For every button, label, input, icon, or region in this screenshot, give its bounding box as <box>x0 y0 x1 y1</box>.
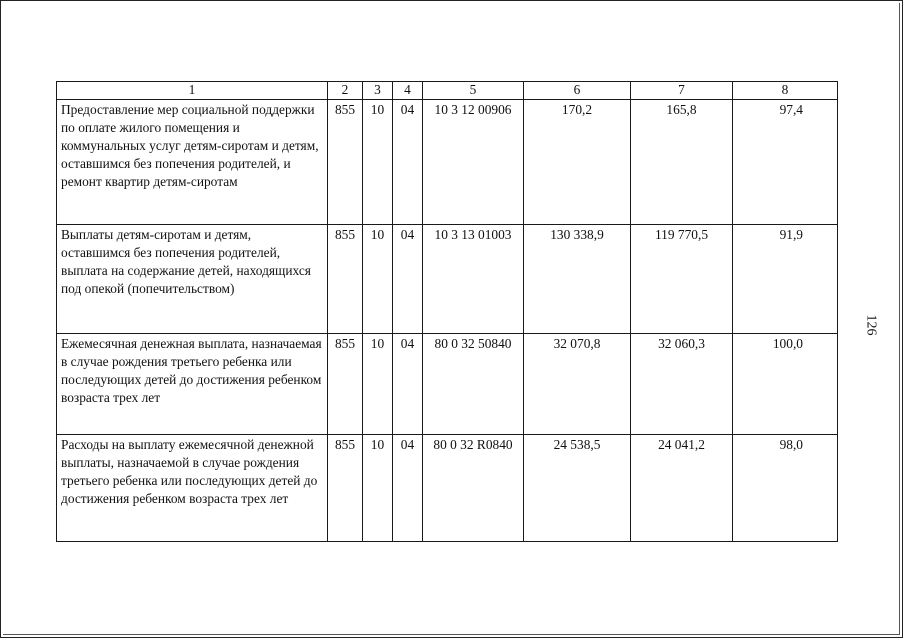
plan-amount-cell: 32 070,8 <box>524 334 631 435</box>
page-number: 126 <box>863 314 879 336</box>
department-code-cell: 855 <box>328 100 363 225</box>
col-header-3: 3 <box>363 82 393 100</box>
plan-amount-cell: 130 338,9 <box>524 225 631 334</box>
subsection-code-cell: 04 <box>393 100 423 225</box>
target-article-cell: 80 0 32 50840 <box>423 334 524 435</box>
section-code-cell: 10 <box>363 435 393 542</box>
target-article-cell: 80 0 32 R0840 <box>423 435 524 542</box>
column-number-header-row <box>57 82 838 100</box>
plan-amount-cell: 170,2 <box>524 100 631 225</box>
execution-percent-cell: 91,9 <box>733 225 838 334</box>
plan-amount-cell: 24 538,5 <box>524 435 631 542</box>
department-code-cell: 855 <box>328 435 363 542</box>
section-code-cell: 10 <box>363 334 393 435</box>
section-code-cell: 10 <box>363 100 393 225</box>
table-row <box>57 435 838 542</box>
target-article-cell: 10 3 12 00906 <box>423 100 524 225</box>
expense-name-cell: Выплаты детям-сиротам и детям, оставшимся без попечения родителей, выплата на содержание детей, находящихся под опекой (попечительством) <box>57 225 328 334</box>
col-header-4: 4 <box>393 82 423 100</box>
col-header-6: 6 <box>524 82 631 100</box>
actual-amount-cell: 24 041,2 <box>631 435 733 542</box>
col-header-8: 8 <box>733 82 838 100</box>
department-code-cell: 855 <box>328 334 363 435</box>
expense-name-cell: Ежемесячная денежная выплата, назначаемая в случае рождения третьего ребенка или последующих детей до достижения ребенком возраста трех лет <box>57 334 328 435</box>
expense-name-cell: Предоставление мер социальной поддержки по оплате жилого помещения и коммунальных услуг детям-сиротам и детям, оставшимся без попечения родителей, и ремонт квартир детям-сиротам <box>57 100 328 225</box>
execution-percent-cell: 97,4 <box>733 100 838 225</box>
section-code-cell: 10 <box>363 225 393 334</box>
subsection-code-cell: 04 <box>393 334 423 435</box>
table-row <box>57 225 838 334</box>
department-code-cell: 855 <box>328 225 363 334</box>
target-article-cell: 10 3 13 01003 <box>423 225 524 334</box>
col-header-7: 7 <box>631 82 733 100</box>
table-row <box>57 334 838 435</box>
actual-amount-cell: 32 060,3 <box>631 334 733 435</box>
budget-table <box>56 81 838 542</box>
col-header-2: 2 <box>328 82 363 100</box>
execution-percent-cell: 100,0 <box>733 334 838 435</box>
subsection-code-cell: 04 <box>393 435 423 542</box>
actual-amount-cell: 165,8 <box>631 100 733 225</box>
table-row <box>57 100 838 225</box>
col-header-1: 1 <box>57 82 328 100</box>
col-header-5: 5 <box>423 82 524 100</box>
expense-name-cell: Расходы на выплату ежемесячной денежной выплаты, назначаемой в случае рождения третьего ребенка или последующих детей до достижения ребенком возраста трех лет <box>57 435 328 542</box>
actual-amount-cell: 119 770,5 <box>631 225 733 334</box>
execution-percent-cell: 98,0 <box>733 435 838 542</box>
subsection-code-cell: 04 <box>393 225 423 334</box>
